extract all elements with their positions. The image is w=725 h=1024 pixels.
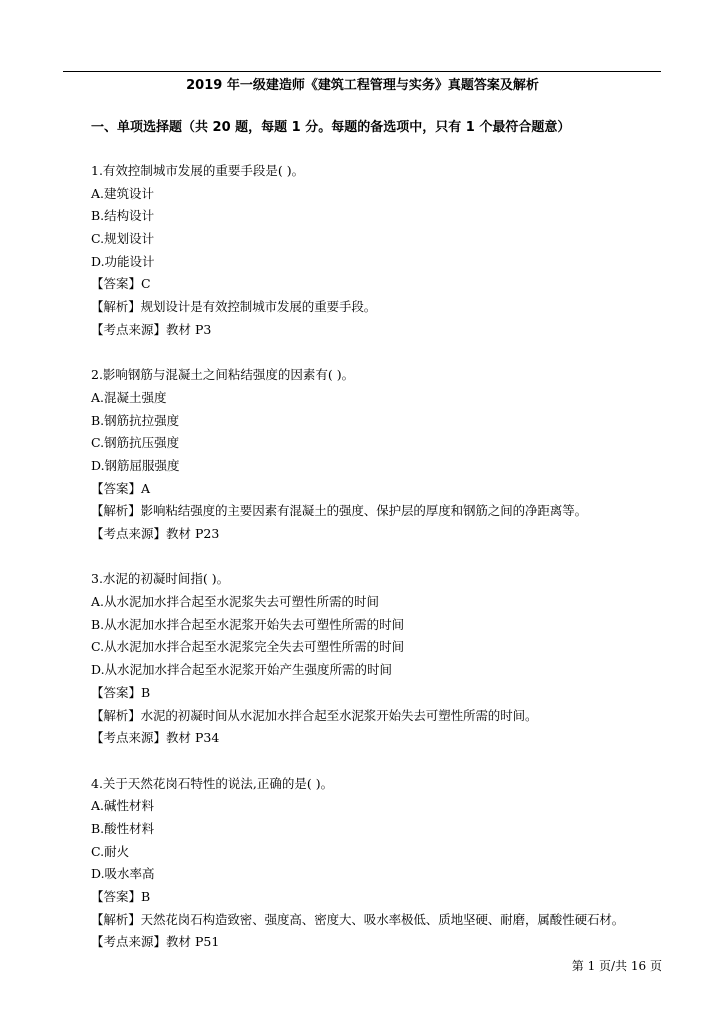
question-1 [91, 160, 681, 342]
question-3 [91, 568, 681, 750]
option-c: C.从水泥加水拌合起至水泥浆完全失去可塑性所需的时间 [91, 639, 405, 655]
option-a: A.建筑设计 [91, 185, 155, 201]
option-b: B.钢筋抗拉强度 [91, 412, 180, 428]
explanation-line: 【解析】水泥的初凝时间从水泥加水拌合起至水泥浆开始失去可塑性所需的时间。 [91, 707, 538, 723]
source-line: 【考点来源】教材 P51 [91, 934, 220, 950]
option-d: D.吸水率高 [91, 866, 155, 882]
option-a: A.碱性材料 [91, 798, 155, 814]
section-heading: 一、单项选择题（共 20 题，每题 1 分。每题的备选项中，只有 1 个最符合题意） [91, 120, 571, 135]
question-4 [91, 773, 681, 955]
question-stem: 1.有效控制城市发展的重要手段是( )。 [91, 163, 305, 178]
question-list [91, 160, 681, 977]
option-d: D.钢筋屈服强度 [91, 457, 180, 473]
question-2 [91, 364, 681, 546]
explanation-line: 【解析】影响粘结强度的主要因素有混凝土的强度、保护层的厚度和钢筋之间的净距离等。 [91, 503, 588, 519]
explanation-line: 【解析】规划设计是有效控制城市发展的重要手段。 [91, 299, 377, 315]
option-d: D.从水泥加水拌合起至水泥浆开始产生强度所需的时间 [91, 662, 393, 678]
answer-line: 【答案】C [91, 276, 151, 292]
question-stem: 2.影响钢筋与混凝土之间粘结强度的因素有( )。 [91, 367, 355, 383]
source-line: 【考点来源】教材 P23 [91, 526, 220, 541]
page-number: 第 1 页/共 16 页 [571, 959, 662, 973]
option-b: B.从水泥加水拌合起至水泥浆开始失去可塑性所需的时间 [91, 616, 405, 632]
option-c: C.规划设计 [91, 231, 155, 247]
answer-line: 【答案】B [91, 684, 151, 700]
option-b: B.酸性材料 [91, 820, 155, 836]
document-title: 2019 年一级建造师《建筑工程管理与实务》真题答案及解析 [186, 78, 539, 93]
explanation-line: 【解析】天然花岗石构造致密、强度高、密度大、吸水率极低、质地坚硬、耐磨，属酸性硬石材。 [91, 911, 625, 927]
option-c: C.耐火 [91, 843, 130, 859]
source-line: 【考点来源】教材 P3 [91, 321, 212, 337]
option-b: B.结构设计 [91, 208, 155, 224]
option-c: C.钢筋抗压强度 [91, 435, 180, 451]
header-rule [63, 71, 661, 72]
question-stem: 4.关于天然花岗石特性的说法,正确的是( )。 [91, 775, 334, 791]
answer-line: 【答案】B [91, 889, 151, 904]
source-line: 【考点来源】教材 P34 [91, 730, 220, 746]
question-stem: 3.水泥的初凝时间指( )。 [91, 571, 230, 587]
option-a: A.混凝土强度 [91, 389, 167, 405]
option-a: A.从水泥加水拌合起至水泥浆失去可塑性所需的时间 [91, 594, 380, 610]
answer-line: 【答案】A [91, 480, 151, 496]
option-d: D.功能设计 [91, 253, 155, 269]
